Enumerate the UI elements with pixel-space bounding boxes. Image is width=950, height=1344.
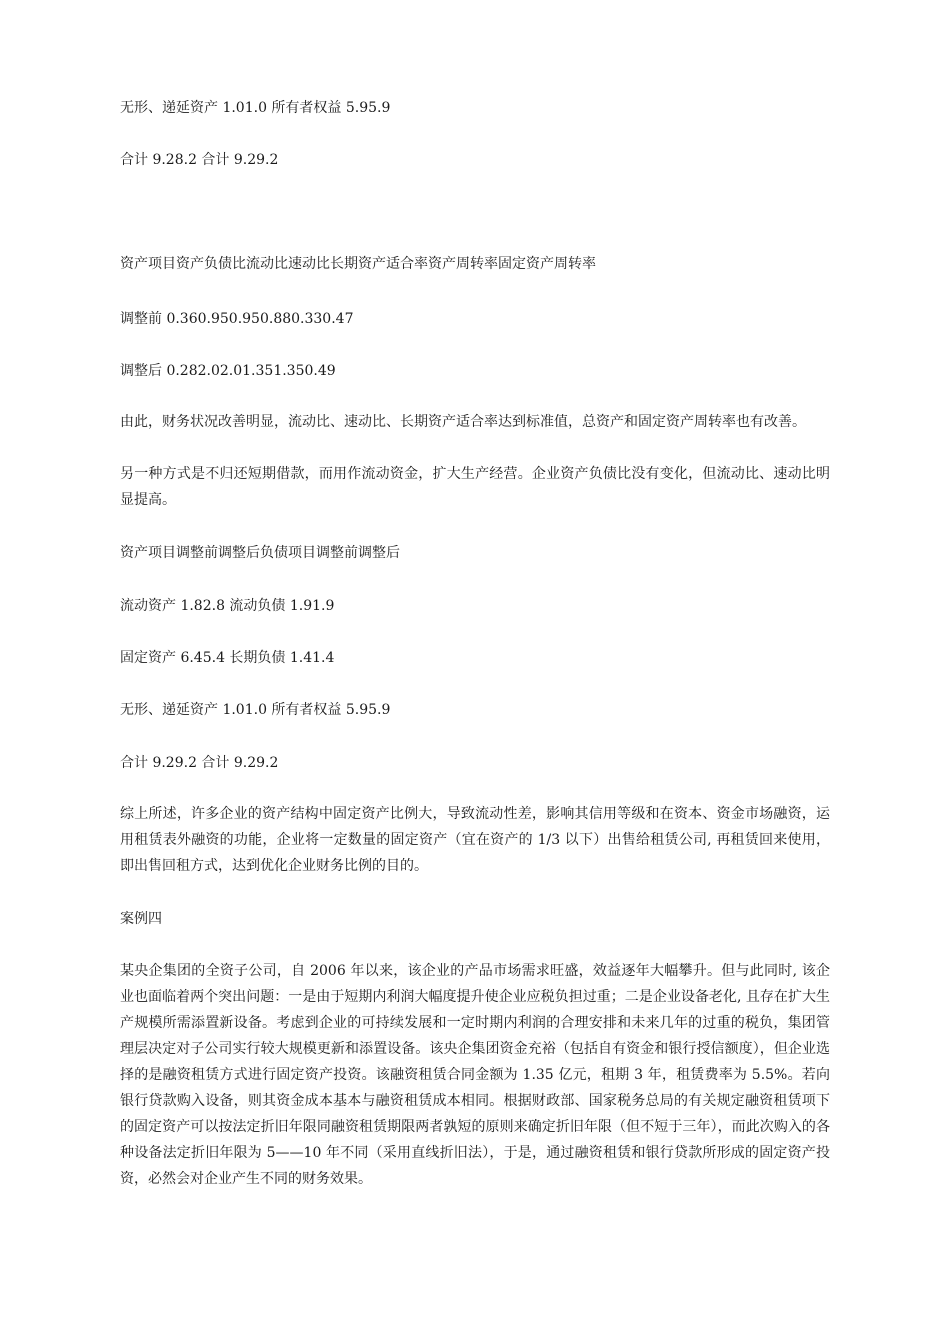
paragraph-intangible-assets-2: 无形、递延资产 1.01.0 所有者权益 5.95.9 [120,702,391,718]
paragraph-summary: 综上所述，许多企业的资产结构中固定资产比例大，导致流动性差，影响其信用等级和在资本、资金市场融资，运用租赁表外融资的功能，企业将一定数量的固定资产（宜在资产的 1/3 以下）出售给租赁公司, 再租赁回来使用，即出售回租方式，达到优化企业财务比例的目的。 [120,806,830,874]
paragraph-after-adjustment: 调整后 0.282.02.01.351.350.49 [120,363,336,379]
paragraph-total-1: 合计 9.28.2 合计 9.29.2 [120,152,279,168]
paragraph-total-2: 合计 9.29.2 合计 9.29.2 [120,755,279,771]
paragraph-before-adjustment: 调整前 0.360.950.950.880.330.47 [120,311,354,327]
paragraph-intangible-assets-1: 无形、递延资产 1.01.0 所有者权益 5.95.9 [120,100,391,116]
paragraph-ratio-header: 资产项目资产负债比流动比速动比长期资产适合率资产周转率固定资产周转率 [120,256,596,272]
paragraph-conclusion-improvement: 由此，财务状况改善明显，流动比、速动比、长期资产适合率达到标准值，总资产和固定资产周转率也有改善。 [120,414,806,430]
paragraph-case-four-body: 某央企集团的全资子公司，自 2006 年以来，该企业的产品市场需求旺盛，效益逐年大幅攀升。但与此同时, 该企业也面临着两个突出问题：一是由于短期内利润大幅度提升使企业应税负担过重；二是企业设备老化, 且存在扩大生产规模所需添置新设备。考虑到企业的可持续发展和一定时期内利润的合理安排和未来几年的过重的税负，集团管理层决定对子公司实行较大规模更新和添置设备。该央企集团资金充裕（包括自有资金和银行授信额度），但企业选择的是融资租赁方式进行固定资产投资。该融资租赁合同金额为 1.35 亿元，租期 3 年，租赁费率为 5.5%。若向银行贷款购入设备，则其资金成本基本与融资租赁成本相同。根据财政部、国家税务总局的有关规定融资租赁项下的固定资产可以按法定折旧年限同融资租赁期限两者孰短的原则来确定折旧年限（但不短于三年），而此次购入的各种设备法定折旧年限为 5——10 年不同（采用直线折旧法），于是，通过融资租赁和银行贷款所形成的固定资产投资，必然会对企业产生不同的财务效果。 [120,963,830,1187]
paragraph-alternative-method: 另一种方式是不归还短期借款，而用作流动资金，扩大生产经营。企业资产负债比没有变化，但流动比、速动比明显提高。 [120,466,830,508]
case-four-heading: 案例四 [120,911,162,927]
paragraph-fixed-assets: 固定资产 6.45.4 长期负债 1.41.4 [120,650,335,666]
paragraph-asset-liability-header: 资产项目调整前调整后负债项目调整前调整后 [120,545,400,561]
paragraph-current-assets: 流动资产 1.82.8 流动负债 1.91.9 [120,598,335,614]
